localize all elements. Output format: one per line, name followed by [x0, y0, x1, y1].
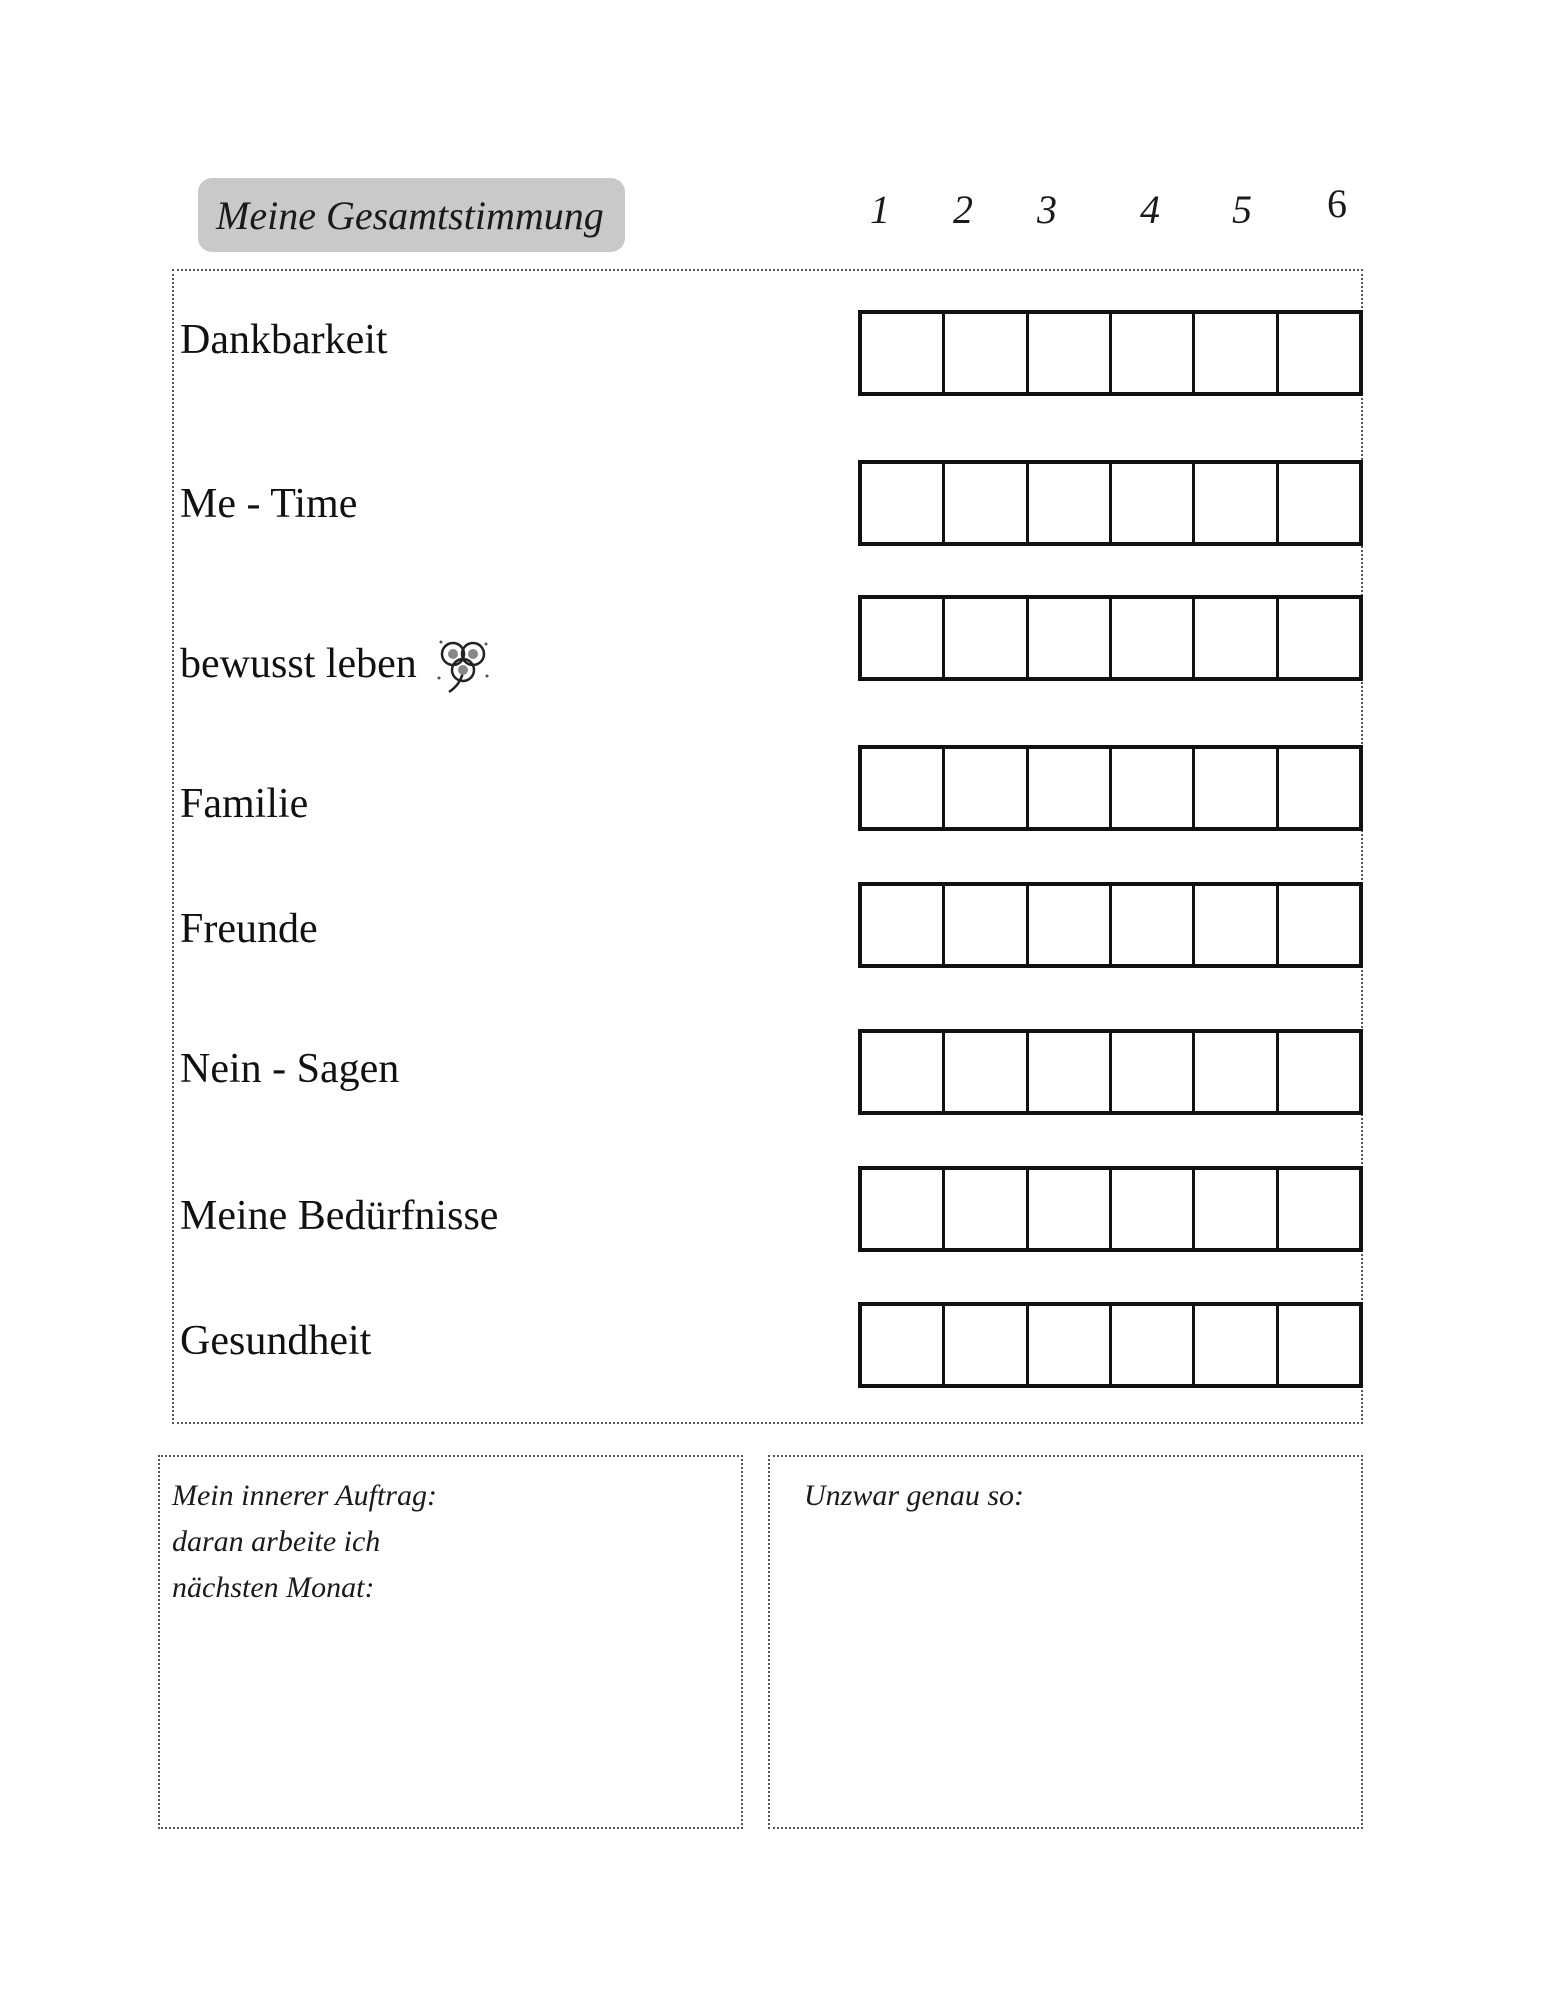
how-exactly-line: Unzwar genau so: [804, 1479, 1025, 1512]
rating-box[interactable] [1279, 749, 1359, 827]
rating-box[interactable] [1112, 599, 1195, 677]
scale-number-5: 5 [1232, 187, 1252, 232]
rating-box[interactable] [1029, 1170, 1112, 1248]
row-label-gesundheit: Gesundheit [180, 1318, 372, 1364]
rating-box[interactable] [1112, 1306, 1195, 1384]
rating-box[interactable] [1195, 1170, 1278, 1248]
rating-box[interactable] [862, 1306, 945, 1384]
inner-task-line: Mein innerer Auftrag: [172, 1479, 437, 1512]
rating-boxes-dankbarkeit [858, 310, 1363, 396]
rating-box[interactable] [1029, 1033, 1112, 1111]
rating-box[interactable] [1195, 1033, 1278, 1111]
rating-boxes-freunde [858, 882, 1363, 968]
shamrock-icon [431, 632, 495, 696]
rating-box[interactable] [945, 749, 1028, 827]
rating-box[interactable] [1195, 464, 1278, 542]
inner-task-line: daran arbeite ich [172, 1525, 381, 1558]
rating-box[interactable] [1112, 464, 1195, 542]
rating-box[interactable] [1029, 886, 1112, 964]
rating-box[interactable] [862, 464, 945, 542]
rating-box[interactable] [945, 1306, 1028, 1384]
rating-box[interactable] [1279, 1033, 1359, 1111]
row-label-bewusst-leben: bewusst leben [180, 641, 417, 687]
rating-box[interactable] [945, 886, 1028, 964]
scale-number-6: 6 [1327, 181, 1347, 226]
rating-box[interactable] [1279, 314, 1359, 392]
rating-box[interactable] [1279, 886, 1359, 964]
rating-box[interactable] [1112, 886, 1195, 964]
rating-box[interactable] [862, 314, 945, 392]
scale-number-1: 1 [870, 187, 890, 232]
rating-box[interactable] [945, 1033, 1028, 1111]
rating-box[interactable] [1195, 886, 1278, 964]
rating-box[interactable] [862, 599, 945, 677]
rating-boxes-nein-sagen [858, 1029, 1363, 1115]
rating-box[interactable] [1029, 1306, 1112, 1384]
rating-box[interactable] [1029, 749, 1112, 827]
rating-box[interactable] [945, 314, 1028, 392]
scale-number-3: 3 [1037, 187, 1057, 232]
rating-box[interactable] [1279, 1170, 1359, 1248]
rating-box[interactable] [1279, 599, 1359, 677]
rating-box[interactable] [1279, 464, 1359, 542]
rating-box[interactable] [1279, 1306, 1359, 1384]
rating-box[interactable] [862, 1170, 945, 1248]
rating-box[interactable] [1029, 599, 1112, 677]
row-label-familie: Familie [180, 781, 309, 827]
rating-box[interactable] [945, 464, 1028, 542]
row-label-freunde: Freunde [180, 906, 318, 952]
rating-box[interactable] [1112, 749, 1195, 827]
row-label-nein-sagen: Nein - Sagen [180, 1046, 400, 1092]
rating-boxes-meine-beduerfnisse [858, 1166, 1363, 1252]
page-title: Meine Gesamtstimmung [198, 178, 625, 252]
rating-box[interactable] [945, 599, 1028, 677]
rating-box[interactable] [862, 886, 945, 964]
rating-box[interactable] [1195, 599, 1278, 677]
inner-task-line: nächsten Monat: [172, 1571, 375, 1604]
rating-box[interactable] [1029, 464, 1112, 542]
rating-boxes-me-time [858, 460, 1363, 546]
rating-box[interactable] [1112, 1033, 1195, 1111]
row-label-dankbarkeit: Dankbarkeit [180, 317, 388, 363]
rating-box[interactable] [1112, 314, 1195, 392]
rating-boxes-familie [858, 745, 1363, 831]
rating-box[interactable] [862, 1033, 945, 1111]
rating-box[interactable] [1029, 314, 1112, 392]
rating-box[interactable] [945, 1170, 1028, 1248]
rating-box[interactable] [1195, 749, 1278, 827]
rating-boxes-gesundheit [858, 1302, 1363, 1388]
rating-box[interactable] [1112, 1170, 1195, 1248]
scale-number-4: 4 [1140, 187, 1160, 232]
row-label-meine-beduerfnisse: Meine Bedürfnisse [180, 1193, 499, 1239]
inner-task-note-box[interactable] [158, 1455, 743, 1829]
rating-box[interactable] [1195, 1306, 1278, 1384]
rating-box[interactable] [1195, 314, 1278, 392]
rating-box[interactable] [862, 749, 945, 827]
rating-boxes-bewusst-leben [858, 595, 1363, 681]
scale-number-2: 2 [953, 187, 973, 232]
row-label-me-time: Me - Time [180, 481, 358, 527]
row-bewusst-leben [180, 632, 495, 696]
how-exactly-note-box[interactable] [768, 1455, 1363, 1829]
